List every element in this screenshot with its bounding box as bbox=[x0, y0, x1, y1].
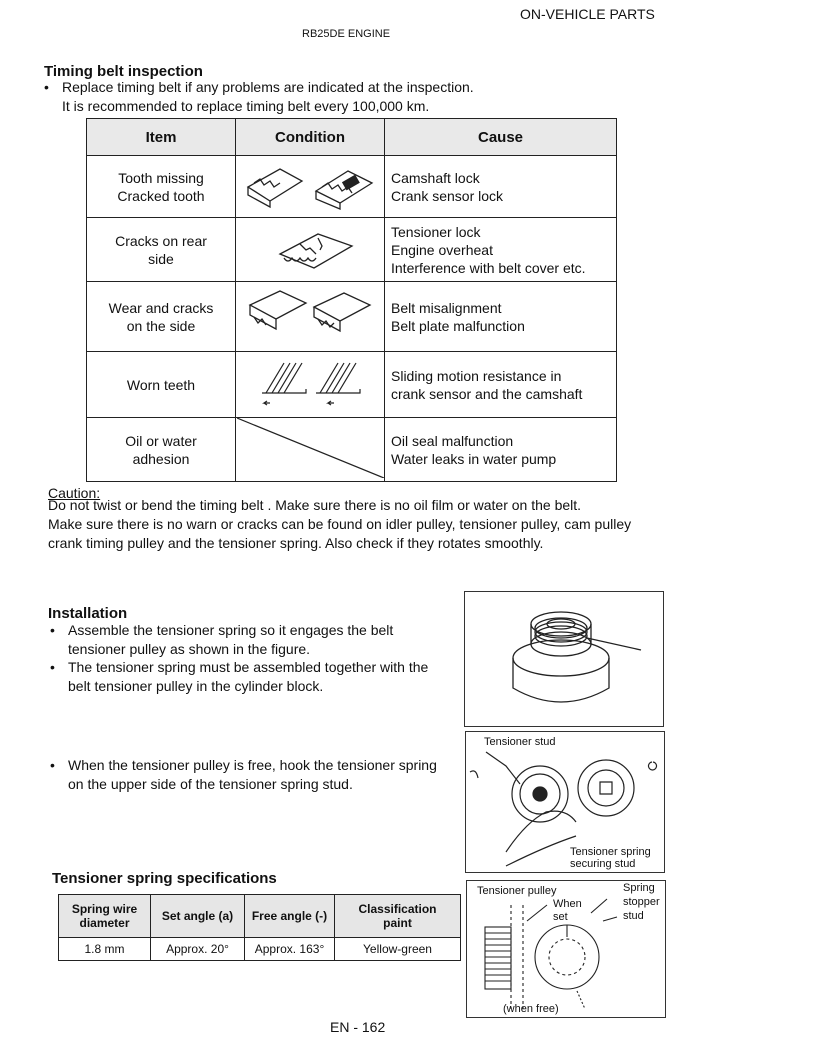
label-stopper: stopper bbox=[623, 896, 660, 908]
tensioner-stud-figure bbox=[465, 731, 665, 873]
installation-bullet-3 bbox=[50, 756, 437, 794]
spec-header-line: Free angle (-) bbox=[251, 909, 328, 923]
item-text: Cracked tooth bbox=[117, 187, 205, 204]
item-text: Cracks on rear bbox=[115, 232, 207, 249]
spec-header-line: Spring wire bbox=[71, 902, 138, 916]
engine-header: RB25DE ENGINE bbox=[302, 28, 391, 40]
item-text: adhesion bbox=[132, 450, 190, 467]
spec-header-line: diameter bbox=[79, 916, 130, 930]
label-stud: stud bbox=[623, 910, 644, 922]
spec-value: Approx. 163° bbox=[245, 938, 335, 961]
bullet-line: When the tensioner pulley is free, hook the tensioner spring bbox=[68, 757, 437, 773]
installation-bullet-1 bbox=[50, 621, 394, 659]
item-cell bbox=[87, 218, 236, 282]
tooth-missing-illustration bbox=[240, 157, 380, 213]
installation-bullet-2 bbox=[50, 658, 429, 696]
label-when-free: (when free) bbox=[503, 1003, 559, 1015]
cause-cell bbox=[385, 156, 617, 218]
bullet-marker: • bbox=[50, 659, 55, 675]
label-spring: Spring bbox=[623, 882, 655, 894]
side-wear-illustration bbox=[240, 285, 380, 345]
item-cell bbox=[87, 418, 236, 482]
item-cell bbox=[87, 282, 236, 352]
caution-label: Caution: bbox=[48, 485, 101, 501]
spec-header-line: Set angle (a) bbox=[161, 909, 234, 923]
spec-header bbox=[245, 895, 335, 938]
cause-text: Camshaft lock bbox=[391, 169, 480, 186]
installation-title: Installation bbox=[48, 605, 128, 622]
bullet-line: tensioner pulley as shown in the figure. bbox=[68, 641, 311, 657]
cause-cell bbox=[385, 418, 617, 482]
label-securing-stud: securing stud bbox=[570, 858, 636, 870]
spec-header-line: paint bbox=[383, 916, 412, 930]
item-text: Oil or water bbox=[125, 432, 197, 449]
bullet-line: on the upper side of the tensioner spring stud. bbox=[68, 776, 353, 792]
label-when: When bbox=[553, 898, 582, 910]
inspection-table bbox=[86, 118, 617, 482]
header-cause: Cause bbox=[385, 119, 617, 156]
section-header: ON-VEHICLE PARTS bbox=[520, 6, 655, 22]
inspection-title: Timing belt inspection bbox=[44, 63, 203, 80]
spec-title: Tensioner spring specifications bbox=[52, 870, 277, 887]
bullet-marker: • bbox=[50, 622, 55, 638]
caution-text bbox=[48, 496, 631, 553]
condition-cell-empty bbox=[236, 418, 385, 482]
cause-text: Belt plate malfunction bbox=[391, 317, 525, 334]
spec-header-line: Classification bbox=[358, 902, 437, 916]
bullet-line: Assemble the tensioner spring so it engages the belt bbox=[68, 622, 394, 638]
cause-cell bbox=[385, 218, 617, 282]
bullet-marker: • bbox=[50, 757, 55, 773]
spec-header-row bbox=[59, 895, 461, 938]
cause-text: Water leaks in water pump bbox=[391, 450, 557, 467]
cause-text: Tensioner lock bbox=[391, 223, 481, 240]
cause-text: Crank sensor lock bbox=[391, 187, 504, 204]
cause-text: Belt misalignment bbox=[391, 299, 502, 316]
page-number: EN - 162 bbox=[330, 1019, 386, 1035]
item-text: Worn teeth bbox=[126, 376, 196, 393]
cause-text: Engine overheat bbox=[391, 241, 493, 258]
item-text: Tooth missing bbox=[118, 169, 204, 186]
item-cell bbox=[87, 156, 236, 218]
header-item: Item bbox=[87, 119, 236, 156]
label-tensioner-stud: Tensioner stud bbox=[484, 736, 556, 748]
cause-text: Sliding motion resistance in bbox=[391, 367, 562, 384]
header-condition: Condition bbox=[236, 119, 385, 156]
bullet-marker: • bbox=[44, 79, 49, 95]
rear-crack-illustration bbox=[240, 220, 380, 276]
table-header-row bbox=[87, 119, 617, 156]
item-text: Wear and cracks bbox=[108, 299, 214, 316]
spec-value: 1.8 mm bbox=[59, 938, 151, 961]
spring-stopper-figure bbox=[466, 880, 666, 1018]
table-row bbox=[87, 218, 617, 282]
item-text: side bbox=[148, 250, 174, 267]
table-row bbox=[87, 282, 617, 352]
label-tensioner-spring: Tensioner spring bbox=[570, 846, 651, 858]
spec-value-row bbox=[59, 938, 461, 961]
condition-cell bbox=[236, 282, 385, 352]
intro-line-2: It is recommended to replace timing belt every 100,000 km. bbox=[62, 98, 430, 114]
tensioner-pulley-drawing bbox=[465, 592, 663, 726]
table-row bbox=[87, 156, 617, 218]
bullet-line: belt tensioner pulley in the cylinder block. bbox=[68, 678, 324, 694]
caution-line: Make sure there is no warn or cracks can be found on idler pulley, tensioner pulley, cam pulley bbox=[48, 516, 632, 532]
inspection-intro bbox=[44, 78, 474, 116]
empty-cell-diagonal bbox=[237, 418, 384, 478]
spec-header bbox=[335, 895, 461, 938]
condition-cell bbox=[236, 352, 385, 418]
tensioner-pulley-figure bbox=[464, 591, 664, 727]
spec-header bbox=[151, 895, 245, 938]
label-tensioner-pulley: Tensioner pulley bbox=[477, 885, 557, 897]
caution-line: Do not twist or bend the timing belt . Make sure there is no oil film or water on the belt. bbox=[48, 497, 582, 513]
caution-line: crank timing pulley and the tensioner spring. Also check if they rotates smoothly. bbox=[48, 535, 544, 551]
cause-text: crank sensor and the camshaft bbox=[391, 385, 583, 402]
cause-cell bbox=[385, 282, 617, 352]
item-text: on the side bbox=[126, 317, 196, 334]
item-cell bbox=[87, 352, 236, 418]
cause-text: Oil seal malfunction bbox=[391, 432, 514, 449]
label-set: set bbox=[553, 911, 568, 923]
condition-cell bbox=[236, 218, 385, 282]
spec-value: Approx. 20° bbox=[151, 938, 245, 961]
spec-header bbox=[59, 895, 151, 938]
cause-text: Interference with belt cover etc. bbox=[391, 259, 586, 276]
table-row bbox=[87, 352, 617, 418]
condition-cell bbox=[236, 156, 385, 218]
worn-teeth-illustration bbox=[240, 355, 380, 411]
cause-cell bbox=[385, 352, 617, 418]
spec-value: Yellow-green bbox=[335, 938, 461, 961]
intro-line-1: Replace timing belt if any problems are indicated at the inspection. bbox=[62, 79, 474, 95]
spec-table bbox=[58, 894, 461, 961]
table-row bbox=[87, 418, 617, 482]
bullet-line: The tensioner spring must be assembled together with the bbox=[68, 659, 429, 675]
